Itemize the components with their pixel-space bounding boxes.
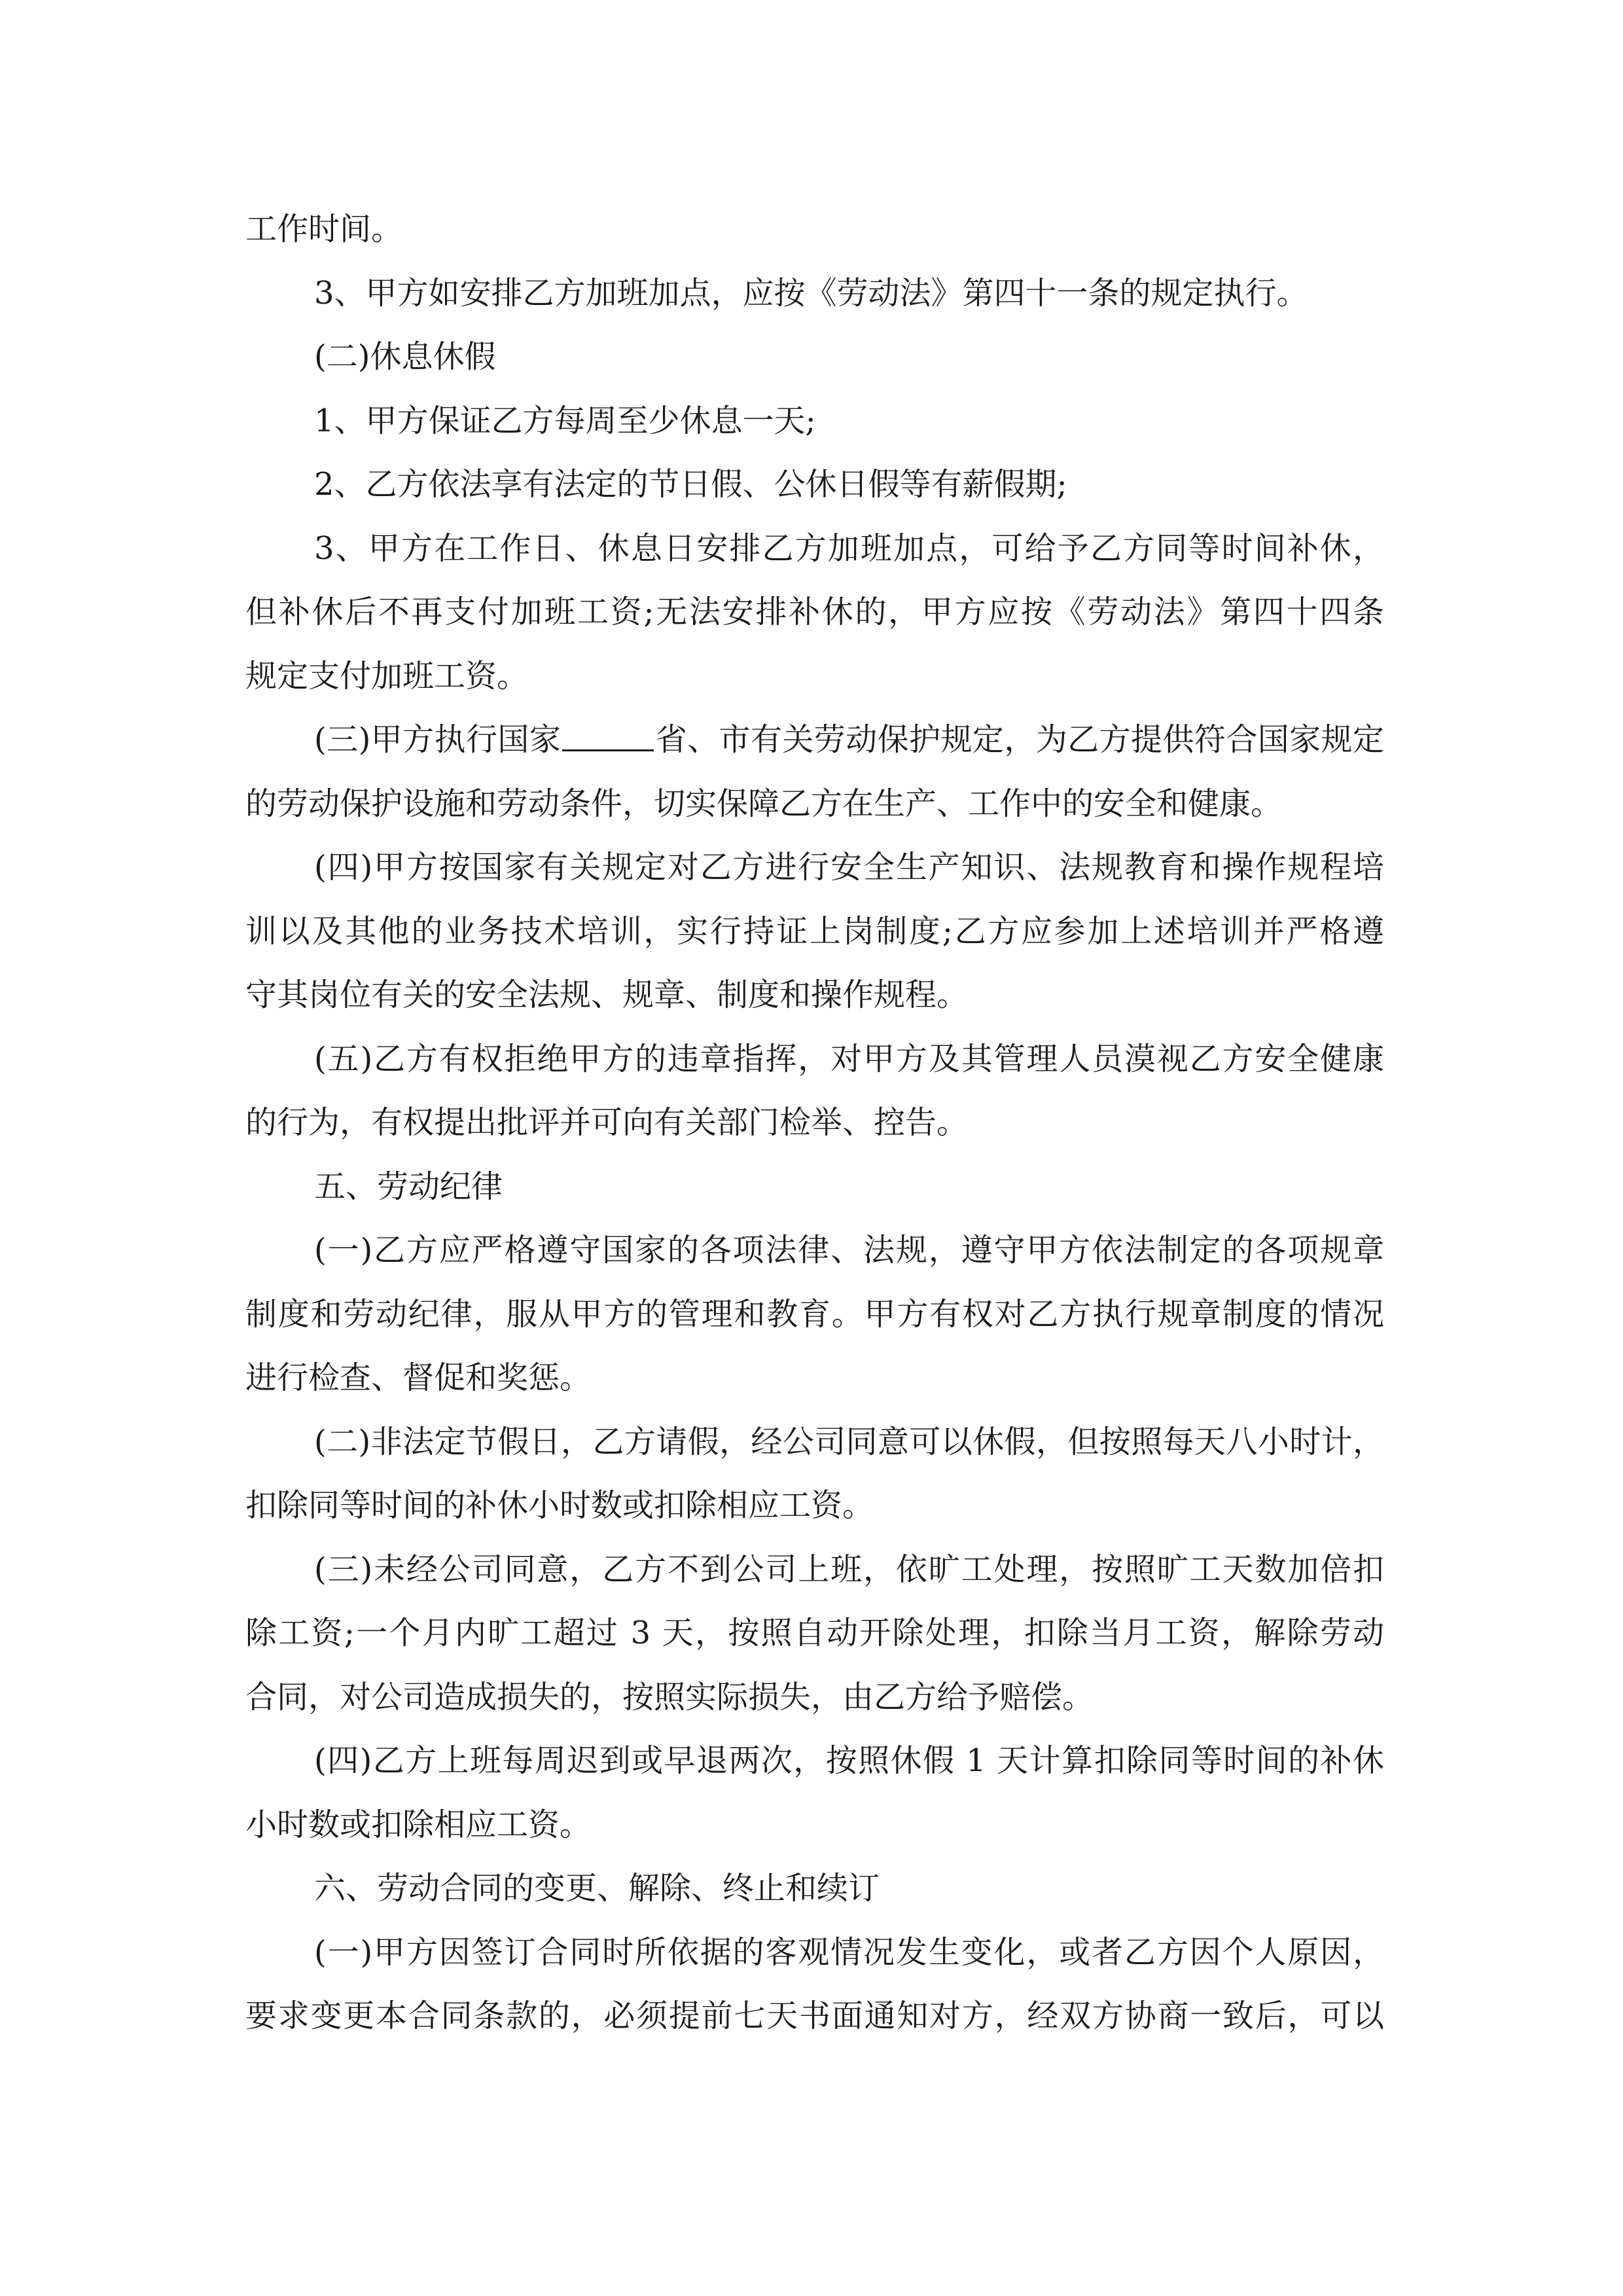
text-line: (一)甲方因签订合同时所依据的客观情况发生变化，或者乙方因个人原因， (314, 1933, 1384, 1971)
text-line: (二)非法定节假日，乙方请假，经公司同意可以休假，但按照每天八小时计， (314, 1423, 1384, 1460)
text-line: 但补休后不再支付加班工资;无法安排补休的，甲方应按《劳动法》第四十四条 (245, 594, 1384, 630)
text-line: 训以及其他的业务技术培训，实行持证上岗制度;乙方应参加上述培训并严格遵 (245, 912, 1384, 950)
text-line: (四)乙方上班每周迟到或早退两次，按照休假 1 天计算扣除同等时间的补休 (314, 1742, 1384, 1779)
text-line: 五、劳动纪律 (314, 1168, 503, 1205)
text-segment: (三)甲方执行国家 (314, 721, 562, 758)
text-line (245, 708, 1384, 772)
text-line: 扣除同等时间的补休小时数或扣除相应工资。 (245, 1487, 874, 1524)
text-line: 1、甲方保证乙方每周至少休息一天; (314, 402, 816, 439)
text-line: 2、乙方依法享有法定的节日假、公休日假等有薪假期; (314, 466, 1067, 503)
text-line: 要求变更本合同条款的，必须提前七天书面通知对方，经双方协商一致后，可以 (245, 1998, 1384, 2034)
text-line: (四)甲方按国家有关规定对乙方进行安全生产知识、法规教育和操作规程培 (314, 849, 1384, 886)
text-line: (二)休息休假 (314, 338, 496, 375)
text-line: (一)乙方应严格遵守国家的各项法律、法规，遵守甲方依法制定的各项规章 (314, 1232, 1384, 1268)
text-line: 进行检查、督促和奖惩。 (245, 1359, 592, 1396)
text-line: 3、甲方如安排乙方加班加点，应按《劳动法》第四十一条的规定执行。 (314, 274, 1308, 312)
text-line: 工作时间。 (245, 211, 403, 247)
text-line: 的行为，有权提出批评并可向有关部门检举、控告。 (245, 1104, 969, 1141)
text-line: 除工资;一个月内旷工超过 3 天，按照自动开除处理，扣除当月工资，解除劳动 (245, 1615, 1384, 1651)
text-line: 守其岗位有关的安全法规、规章、制度和操作规程。 (245, 977, 969, 1013)
text-line: (五)乙方有权拒绝甲方的违章指挥，对甲方及其管理人员漠视乙方安全健康 (314, 1040, 1384, 1077)
text-line: (三)未经公司同意，乙方不到公司上班，依旷工处理，按照旷工天数加倍扣 (314, 1551, 1384, 1588)
text-line: 六、劳动合同的变更、解除、终止和续订 (314, 1870, 880, 1907)
text-line: 规定支付加班工资。 (245, 657, 529, 694)
fill-in-blank (562, 718, 654, 751)
text-line: 小时数或扣除相应工资。 (245, 1806, 592, 1843)
text-segment: 省、市有关劳动保护规定，为乙方提供符合国家规定 (655, 721, 1384, 758)
text-line: 3、甲方在工作日、休息日安排乙方加班加点，可给予乙方同等时间补休， (314, 529, 1384, 567)
document-body (245, 198, 1384, 2049)
text-line: 的劳动保护设施和劳动条件，切实保障乙方在生产、工作中的安全和健康。 (245, 785, 1283, 822)
text-line: 合同，对公司造成损失的，按照实际损失，由乙方给予赔偿。 (245, 1678, 1094, 1715)
text-line: 制度和劳动纪律，服从甲方的管理和教育。甲方有权对乙方执行规章制度的情况 (245, 1295, 1384, 1333)
